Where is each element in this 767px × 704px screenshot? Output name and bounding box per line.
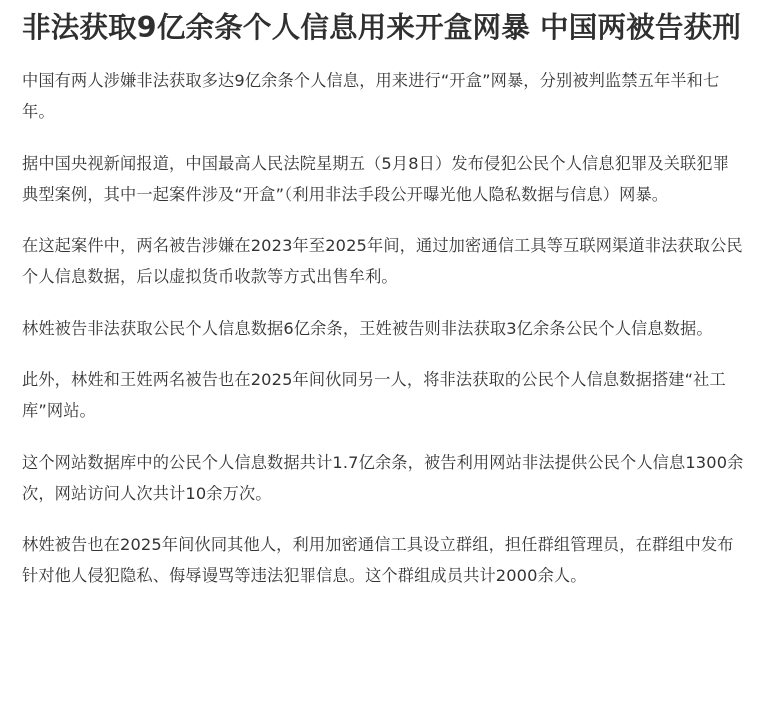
article-paragraph: 据中国央视新闻报道，中国最高人民法院星期五（5月8日）发布侵犯公民个人信息犯罪及关联犯罪典型案例，其中一起案件涉及“开盒”（利用非法手段公开曝光他人隐私数据与信息）网暴。 [22,153,730,204]
article-paragraph: 林姓被告非法获取公民个人信息数据6亿余条，王姓被告则非法获取3亿余条公民个人信息数据。 [22,318,713,338]
article-paragraph: 此外，林姓和王姓两名被告也在2025年间伙同另一人，将非法获取的公民个人信息数据搭建“社工库”网站。 [22,370,726,420]
article-paragraph: 这个网站数据库中的公民个人信息数据共计1.7亿余条，被告利用网站非法提供公民个人信息1300余次，网站访问人次共计10余万次。 [22,452,744,503]
article-body [22,65,745,591]
article-title: 非法获取9亿余条个人信息用来开盒网暴 中国两被告获刑 [22,11,741,44]
article-paragraph: 中国有两人涉嫌非法获取多达9亿余条个人信息，用来进行“开盒”网暴，分别被判监禁五年半和七年。 [22,71,720,121]
article-paragraph: 林姓被告也在2025年间伙同其他人，利用加密通信工具设立群组，担任群组管理员，在群组中发布针对他人侵犯隐私、侮辱谩骂等违法犯罪信息。这个群组成员共计2000余人。 [22,535,734,585]
article-paragraph: 在这起案件中，两名被告涉嫌在2023年至2025年间，通过加密通信工具等互联网渠道非法获取公民个人信息数据，后以虚拟货币收款等方式出售牟利。 [22,236,743,286]
